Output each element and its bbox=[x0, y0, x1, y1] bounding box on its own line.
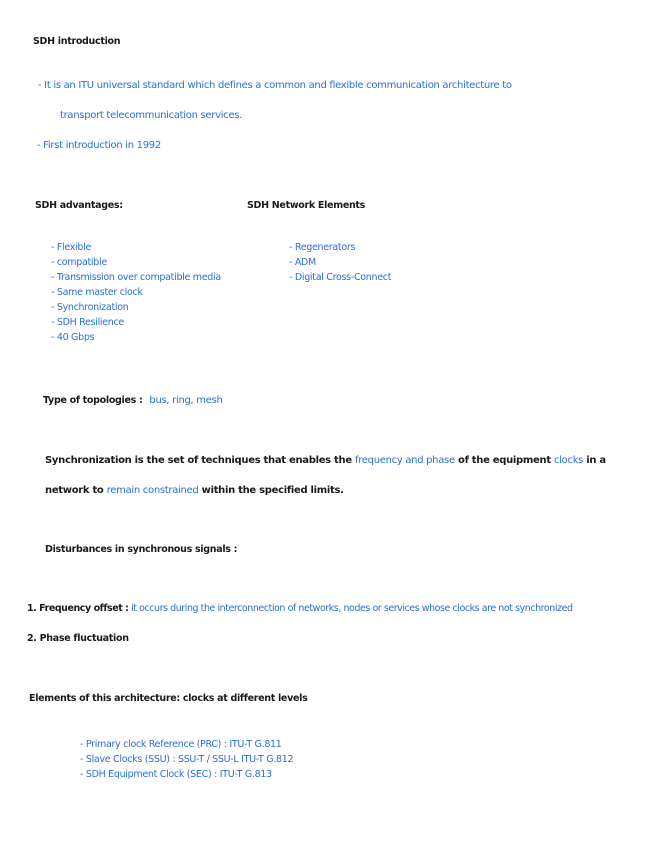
disturbance-text: it occurs during the interconnection of networks, nodes or services whose clocks are not synchronized bbox=[131, 603, 573, 614]
list-item: - ADM bbox=[289, 257, 316, 268]
page-title: SDH introduction bbox=[33, 36, 121, 47]
list-item: - compatible bbox=[51, 257, 107, 268]
sync-text: within the specified limits. bbox=[201, 485, 344, 496]
topologies-line bbox=[43, 396, 223, 406]
disturbances-heading: Disturbances in synchronous signals : bbox=[45, 544, 238, 555]
sync-text: of the equipment bbox=[458, 455, 551, 466]
list-item: - SDH Resilience bbox=[51, 317, 124, 328]
elements-arch-list bbox=[80, 737, 293, 782]
list-item: - Slave Clocks (SSU) : SSU-T / SSU-L ITU-T G.812 bbox=[80, 754, 294, 765]
sync-line-2 bbox=[45, 486, 344, 496]
sync-highlight: frequency and phase bbox=[355, 455, 455, 466]
sync-highlight: clocks bbox=[554, 455, 584, 466]
topologies-label: Type of topologies : bbox=[43, 395, 143, 406]
network-elements-list bbox=[289, 240, 391, 285]
intro-line-2: transport telecommunication services. bbox=[60, 110, 243, 121]
list-item: - SDH Equipment Clock (SEC) : ITU-T G.813 bbox=[80, 769, 272, 780]
list-item: - Transmission over compatible media bbox=[51, 272, 221, 283]
elements-arch-heading: Elements of this architecture: clocks at different levels bbox=[29, 693, 308, 704]
list-item: - Synchronization bbox=[51, 302, 129, 313]
list-item: - Regenerators bbox=[289, 242, 356, 253]
sync-line-1 bbox=[45, 456, 606, 466]
list-item: - Flexible bbox=[51, 242, 92, 253]
intro-line-3: - First introduction in 1992 bbox=[37, 140, 161, 151]
list-item: - 40 Gbps bbox=[51, 332, 95, 343]
sync-highlight: remain constrained bbox=[106, 485, 199, 496]
list-item: - Primary clock Reference (PRC) : ITU-T G.811 bbox=[80, 739, 282, 750]
sync-text: in a bbox=[586, 455, 606, 466]
list-item: - Digital Cross-Connect bbox=[289, 272, 392, 283]
topologies-value: bus, ring, mesh bbox=[149, 395, 223, 406]
advantages-heading: SDH advantages: bbox=[35, 200, 123, 211]
network-elements-heading: SDH Network Elements bbox=[247, 200, 366, 211]
intro-line-1: - It is an ITU universal standard which defines a common and flexible communication architecture to bbox=[38, 80, 512, 91]
disturbance-label: 1. Frequency offset : bbox=[27, 603, 129, 614]
list-item: - Same master clock bbox=[51, 287, 143, 298]
sync-text: Synchronization is the set of techniques that enables the bbox=[45, 455, 352, 466]
disturbance-item-1 bbox=[27, 604, 573, 614]
sync-text: network to bbox=[45, 485, 104, 496]
disturbance-item-2: 2. Phase fluctuation bbox=[27, 633, 129, 644]
advantages-list bbox=[51, 240, 221, 345]
